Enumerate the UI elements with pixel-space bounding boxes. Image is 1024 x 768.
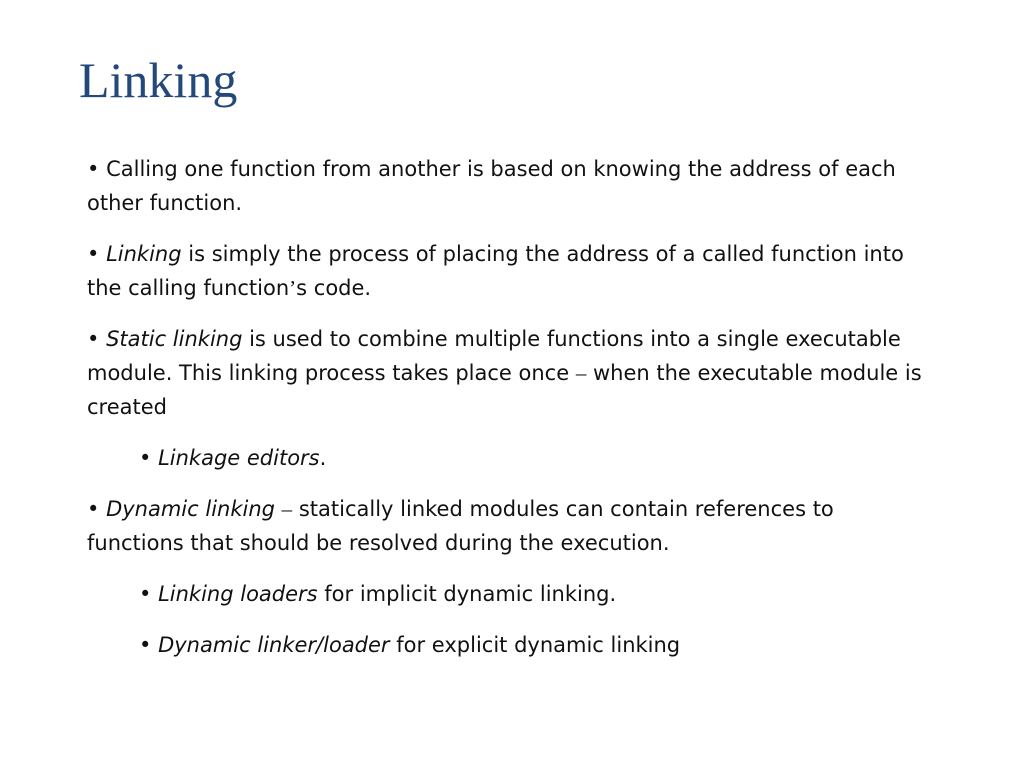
bullet-marker: • — [87, 497, 100, 521]
bullet-text-end: s code. — [296, 276, 372, 300]
sub-bullet-dynamic-linker-loader — [87, 628, 927, 662]
term-static-linking: Static linking — [106, 327, 243, 351]
sub-bullet-linkage-editors — [87, 441, 927, 475]
term-dynamic-linking: Dynamic linking — [106, 497, 275, 521]
bullet-marker: • — [139, 582, 152, 606]
bullet-item-linking — [87, 237, 927, 305]
bullet-text-end: statically linked modules can contain references to functions that should be resolved during the execution. — [87, 497, 834, 555]
sub-bullet-linking-loaders — [87, 577, 927, 611]
bullet-item-dynamic-linking — [87, 492, 927, 560]
term-linking-loaders: Linking loaders — [158, 582, 318, 606]
bullet-marker: • — [87, 157, 100, 181]
bullet-text: is used to combine multiple functions into a single executable module. This linking process takes place once — [87, 327, 901, 385]
bullet-text-end: for explicit dynamic linking — [389, 633, 681, 657]
term-linking: Linking — [106, 242, 182, 266]
bullet-item-calling-function — [87, 152, 927, 220]
slide-title: Linking — [79, 52, 238, 108]
bullet-text-end: for implicit dynamic linking. — [317, 582, 617, 606]
bullet-text-end: . — [319, 446, 327, 470]
term-dynamic-linker-loader: Dynamic linker/loader — [158, 633, 390, 657]
apostrophe: ’ — [289, 276, 297, 300]
dash: – — [575, 361, 587, 385]
bullet-marker: • — [139, 446, 152, 470]
bullet-text: Calling one function from another is based on knowing the address of each other function. — [87, 157, 896, 215]
bullet-marker: • — [87, 242, 100, 266]
bullet-text: is simply the process of placing the address of a called function into the calling function — [87, 242, 904, 300]
bullet-item-static-linking — [87, 322, 927, 424]
bullet-text-end: when the executable module is created — [87, 361, 922, 419]
dash: – — [281, 497, 293, 521]
bullet-marker: • — [139, 633, 152, 657]
slide-content — [87, 152, 927, 679]
bullet-marker: • — [87, 327, 100, 351]
term-linkage-editors: Linkage editors — [158, 446, 320, 470]
